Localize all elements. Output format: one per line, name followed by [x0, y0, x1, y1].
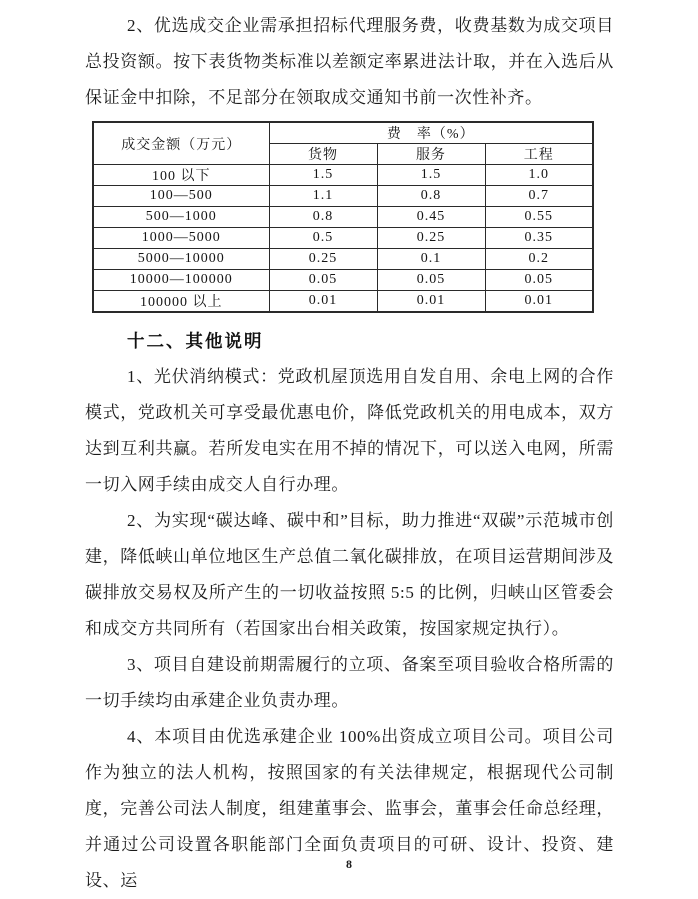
cell-amount: 100 以下	[93, 165, 269, 186]
cell-works-rate: 0.35	[485, 228, 593, 249]
cell-goods-rate: 0.8	[269, 207, 377, 228]
cell-service-rate: 0.25	[377, 228, 485, 249]
cell-works-rate: 0.2	[485, 249, 593, 270]
cell-amount: 5000—10000	[93, 249, 269, 270]
cell-amount: 500—1000	[93, 207, 269, 228]
cell-amount: 100000 以上	[93, 291, 269, 313]
cell-works-rate: 1.0	[485, 165, 593, 186]
section-heading: 十二、其他说明	[127, 331, 264, 351]
cell-service-rate: 0.8	[377, 186, 485, 207]
cell-service-rate: 0.1	[377, 249, 485, 270]
cell-works-rate: 0.55	[485, 207, 593, 228]
table-header-row-1	[93, 122, 593, 144]
cell-service-rate: 1.5	[377, 165, 485, 186]
cell-works-rate: 0.01	[485, 291, 593, 313]
table-subheader-goods: 货物	[269, 144, 377, 165]
table-header-rate-group: 费 率（%）	[269, 122, 593, 144]
table-row	[93, 165, 593, 186]
cell-service-rate: 0.45	[377, 207, 485, 228]
table-row	[93, 228, 593, 249]
table-header-amount: 成交金额（万元）	[93, 122, 269, 165]
cell-goods-rate: 0.5	[269, 228, 377, 249]
cell-goods-rate: 1.5	[269, 165, 377, 186]
table-row	[93, 186, 593, 207]
cell-works-rate: 0.7	[485, 186, 593, 207]
section-paragraph-1: 1、光伏消纳模式：党政机屋顶选用自发自用、余电上网的合作模式，党政机关可享受最优惠电价，降低党政机关的用电成本，双方达到互利共赢。若所发电实在用不掉的情况下，可以送入电网，所需一切入网手续由成交人自行办理。	[85, 367, 614, 494]
page-number: 8	[346, 857, 352, 871]
cell-goods-rate: 0.25	[269, 249, 377, 270]
cell-amount: 1000—5000	[93, 228, 269, 249]
table-row	[93, 249, 593, 270]
intro-paragraph: 2、优选成交企业需承担招标代理服务费，收费基数为成交项目总投资额。按下表货物类标准以差额定率累进法计取，并在入选后从保证金中扣除，不足部分在领取成交通知书前一次性补齐。	[85, 16, 614, 107]
table-subheader-works: 工程	[485, 144, 593, 165]
cell-goods-rate: 0.01	[269, 291, 377, 313]
cell-service-rate: 0.01	[377, 291, 485, 313]
table-subheader-service: 服务	[377, 144, 485, 165]
cell-goods-rate: 1.1	[269, 186, 377, 207]
table-row	[93, 291, 593, 313]
table-row	[93, 207, 593, 228]
cell-amount: 100—500	[93, 186, 269, 207]
section-paragraph-2: 2、为实现“碳达峰、碳中和”目标，助力推进“双碳”示范城市创建，降低峡山单位地区生产总值二氧化碳排放，在项目运营期间涉及碳排放交易权及所产生的一切收益按照 5:5 的比例，归峡山区管委会和成交方共同所有（若国家出台相关政策，按国家规定执行）。	[85, 511, 614, 638]
table-row	[93, 270, 593, 291]
section-paragraph-3: 3、项目自建设前期需履行的立项、备案至项目验收合格所需的一切手续均由承建企业负责办理。	[85, 655, 614, 710]
cell-works-rate: 0.05	[485, 270, 593, 291]
fee-rate-table	[92, 121, 594, 313]
cell-goods-rate: 0.05	[269, 270, 377, 291]
cell-amount: 10000—100000	[93, 270, 269, 291]
cell-service-rate: 0.05	[377, 270, 485, 291]
section-paragraph-4: 4、本项目由优选承建企业 100%出资成立项目公司。项目公司作为独立的法人机构，按照国家的有关法律规定，根据现代公司制度，完善公司法人制度，组建董事会、监事会，董事会任命总经理，并通过公司设置各职能部门全面负责项目的可研、设计、投资、建设、运	[85, 727, 614, 890]
